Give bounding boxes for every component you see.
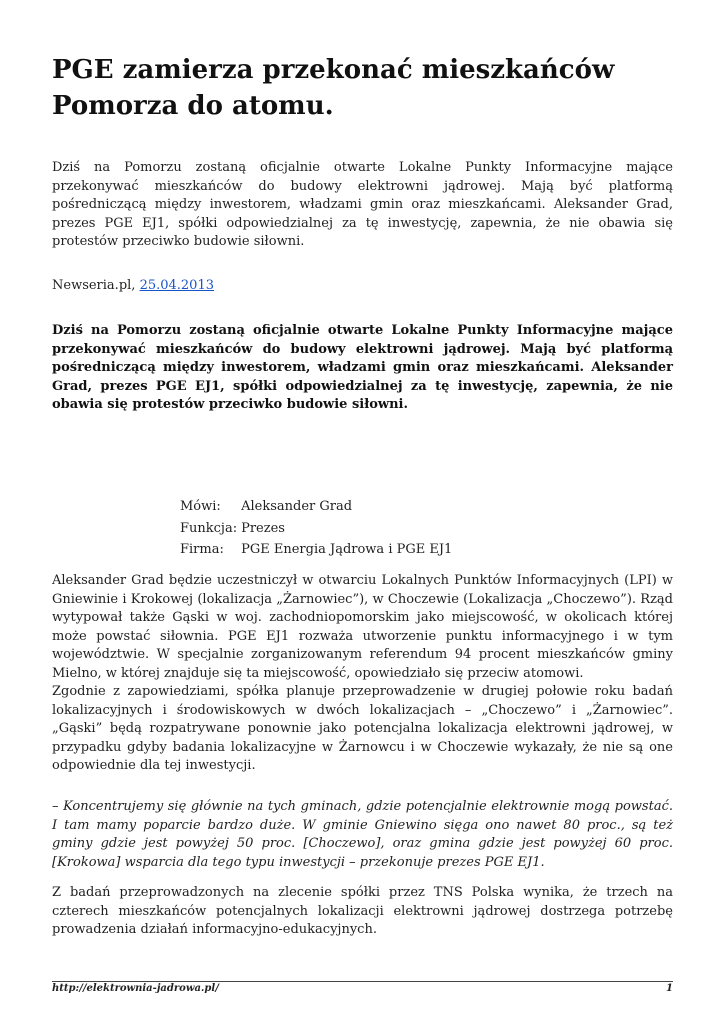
article-paragraph: Z badań przeprowadzonych na zlecenie spółki przez TNS Polska wynika, że trzech na czterech mieszkańców potencjalnych lokalizacji elektrowni jądrowej dostrzega potrzebę prowadzenia działań informacyjno-edukacyjnych. [52,885,673,937]
company-row [180,539,456,561]
article-quote: – Koncentrujemy się głównie na tych gminach, gdzie potencjalnie elektrownie mogą powstać. I tam mamy poparcie bardzo duże. W gminie Gniewino sięga ono nawet 80 proc., są też gminy gdzie jest powyżej 50 proc. [Choczewo], oraz gmina gdzie jest powyżej 60 proc. [Krokowa] wsparcia dla tego typu inwestycji – przekonuje prezes PGE EJ1. [52,799,673,870]
function-value: Prezes [241,520,285,536]
speaker-info-table [180,496,456,561]
article-paragraph: Zgodnie z zapowiedziami, spółka planuje przeprowadzenie w drugiej połowie roku badań lokalizacyjnych i środowiskowych w dwóch lokalizacjach – „Choczewo” i „Żarnowiec”. „Gąski” będą rozpatrywane ponownie jako potencjalna lokalizacja elektrowni jądrowej, w przypadku gdyby badania lokalizacyjne w Żarnowcu i w Choczewie wykazały, że nie są one odpowiednie dla tej inwestycji. [52,684,673,773]
function-row [180,518,456,540]
footer-url: http://elektrownia-jadrowa.pl/ [52,983,219,994]
speaker-name: Aleksander Grad [241,499,353,514]
page-number: 1 [666,983,673,994]
source-date-link[interactable]: 25.04.2013 [139,278,214,293]
article-source [52,277,214,295]
speaker-row [180,496,456,518]
article-intro: Dziś na Pomorzu zostaną oficjalnie otwarte Lokalne Punkty Informacyjne mające przekonywać mieszkańców do budowy elektrowni jądrowej. Mają być platformą pośredniczącą między inwestorem, władzami gmin oraz mieszkańcami. Aleksander Grad, prezes PGE EJ1, spółki odpowiedzialnej za tę inwestycję, zapewnia, że nie obawia się protestów przeciwko budowie siłowni. [52,160,673,249]
function-label: Funkcja: [180,520,238,536]
article-lead: Dziś na Pomorzu zostaną oficjalnie otwarte Lokalne Punkty Informacyjne mające przekonywać mieszkańców do budowy elektrowni jądrowej. Mają być platformą pośredniczącą między inwestorem, władzami gmin oraz mieszkańcami. Aleksander Grad, prezes PGE EJ1, spółki odpowiedzialnej za tę inwestycję, zapewnia, że nie obawia się protestów przeciwko budowie siłowni. [52,323,673,412]
speaker-label: Mówi: [180,499,221,514]
source-name: Newseria.pl, [52,278,140,293]
article-paragraph: Aleksander Grad będzie uczestniczył w otwarciu Lokalnych Punktów Informacyjnych (LPI) w Gniewinie i Krokowej (lokalizacja „Żarnowiec”), w Choczewie (Lokalizacja „Choczewo”). Rząd wytypował także Gąski w woj. zachodniopomorskim jako miejscowość, w okolicach której może powstać siłownia. PGE EJ1 rozważa utworzenie punktu informacyjnego i w tym województwie. W specjalnie zorganizowanym referendum 94 procent mieszkańców gminy Mielno, w której znajduje się ta miejscowość, opowiedziało się przeciw atomowi. [52,573,673,681]
article-title: PGE zamierza przekonać mieszkańców Pomorza do atomu. [52,55,615,121]
company-value: PGE Energia Jądrowa i PGE EJ1 [241,542,453,557]
footer-divider [52,981,673,982]
company-label: Firma: [180,542,224,557]
